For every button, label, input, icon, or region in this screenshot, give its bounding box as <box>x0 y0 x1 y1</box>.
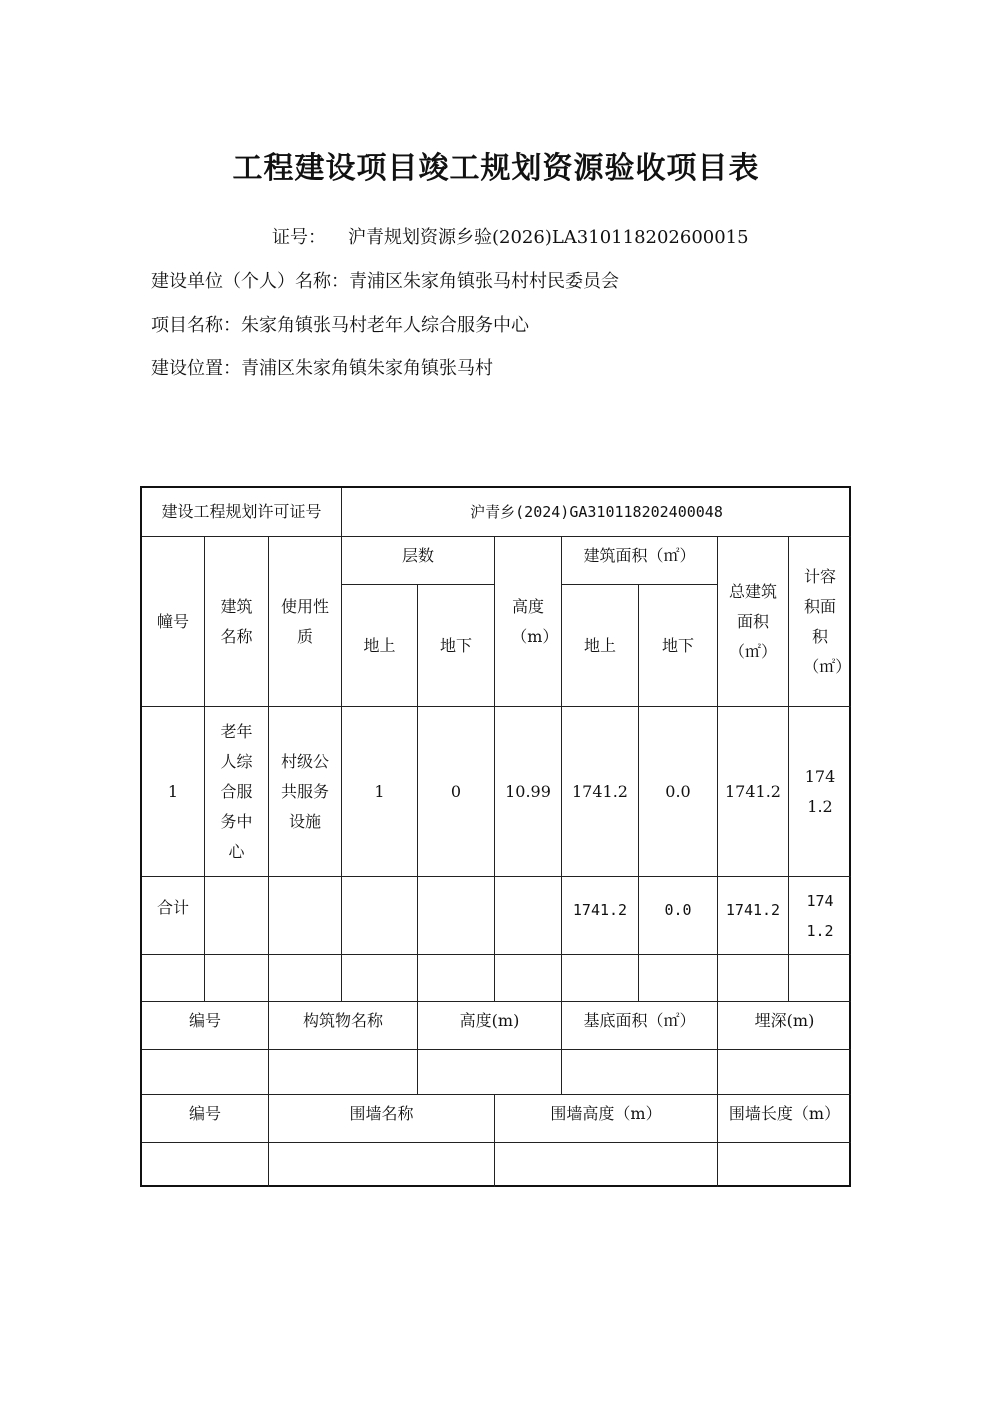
row1-no: 1 <box>142 707 205 877</box>
sum-total: 1741.2 <box>718 877 789 955</box>
blank-cell <box>495 1143 718 1187</box>
row1-far: 1741.2 <box>789 707 851 877</box>
struct-header-depth: 埋深(m) <box>718 1002 851 1050</box>
blank-cell <box>495 955 562 1002</box>
sum-area-below: 0.0 <box>639 877 718 955</box>
project-location: 建设位置：青浦区朱家角镇朱家角镇张马村 <box>151 358 493 379</box>
blank-cell <box>142 955 205 1002</box>
certificate-value: 沪青规划资源乡验(2026)LA310118202600015 <box>348 227 749 248</box>
blank-cell <box>418 955 495 1002</box>
sum-label: 合计 <box>142 877 205 955</box>
header-height: 高度（m） <box>495 537 562 707</box>
blank-cell <box>718 955 789 1002</box>
row1-name: 老年人综合服务中心 <box>205 707 269 877</box>
struct-header-name: 构筑物名称 <box>269 1002 418 1050</box>
certificate-label: 证号： <box>272 227 326 248</box>
header-use: 使用性质 <box>269 537 342 707</box>
struct-header-base-area: 基底面积（㎡） <box>562 1002 718 1050</box>
certificate-number <box>272 223 749 249</box>
row1-height: 10.99 <box>495 707 562 877</box>
blank-cell <box>142 1143 269 1187</box>
row1-floors-below: 0 <box>418 707 495 877</box>
sum-empty-3 <box>342 877 418 955</box>
blank-cell <box>562 955 639 1002</box>
header-floors: 层数 <box>342 537 495 585</box>
wall-header-height: 围墙高度（m） <box>495 1095 718 1143</box>
wall-header-name: 围墙名称 <box>269 1095 495 1143</box>
blank-cell <box>718 1050 851 1095</box>
row1-area-below: 0.0 <box>639 707 718 877</box>
header-total-area: 总建筑面积（㎡） <box>718 537 789 707</box>
header-bldg-name: 建筑名称 <box>205 537 269 707</box>
header-far-area: 计容积面积（㎡） <box>789 537 851 707</box>
row1-total: 1741.2 <box>718 707 789 877</box>
blank-cell <box>269 955 342 1002</box>
header-floors-below: 地下 <box>418 585 495 707</box>
header-area-below: 地下 <box>639 585 718 707</box>
header-bldg-no: 幢号 <box>142 537 205 707</box>
sum-far: 1741.2 <box>789 877 851 955</box>
blank-cell <box>142 1050 269 1095</box>
project-name: 项目名称：朱家角镇张马村老年人综合服务中心 <box>151 315 529 336</box>
permit-label: 建设工程规划许可证号 <box>142 488 342 537</box>
blank-cell <box>418 1050 562 1095</box>
sum-empty-2 <box>269 877 342 955</box>
sum-empty-5 <box>495 877 562 955</box>
header-floors-above: 地上 <box>342 585 418 707</box>
acceptance-table <box>140 486 851 1187</box>
wall-header-no: 编号 <box>142 1095 269 1143</box>
row1-area-above: 1741.2 <box>562 707 639 877</box>
blank-cell <box>639 955 718 1002</box>
blank-cell <box>562 1050 718 1095</box>
row1-floors-above: 1 <box>342 707 418 877</box>
blank-cell <box>342 955 418 1002</box>
blank-cell <box>269 1143 495 1187</box>
wall-header-length: 围墙长度（m） <box>718 1095 851 1143</box>
blank-cell <box>269 1050 418 1095</box>
blank-cell <box>789 955 851 1002</box>
struct-header-height: 高度(m) <box>418 1002 562 1050</box>
row1-use: 村级公共服务设施 <box>269 707 342 877</box>
blank-cell <box>205 955 269 1002</box>
sum-empty-1 <box>205 877 269 955</box>
sum-area-above: 1741.2 <box>562 877 639 955</box>
sum-empty-4 <box>418 877 495 955</box>
struct-header-no: 编号 <box>142 1002 269 1050</box>
header-area-above: 地上 <box>562 585 639 707</box>
builder-name: 建设单位（个人）名称：青浦区朱家角镇张马村村民委员会 <box>151 271 619 292</box>
header-area: 建筑面积（㎡） <box>562 537 718 585</box>
page-title: 工程建设项目竣工规划资源验收项目表 <box>232 151 760 186</box>
permit-value: 沪青乡(2024)GA310118202400048 <box>342 488 851 537</box>
blank-cell <box>718 1143 851 1187</box>
